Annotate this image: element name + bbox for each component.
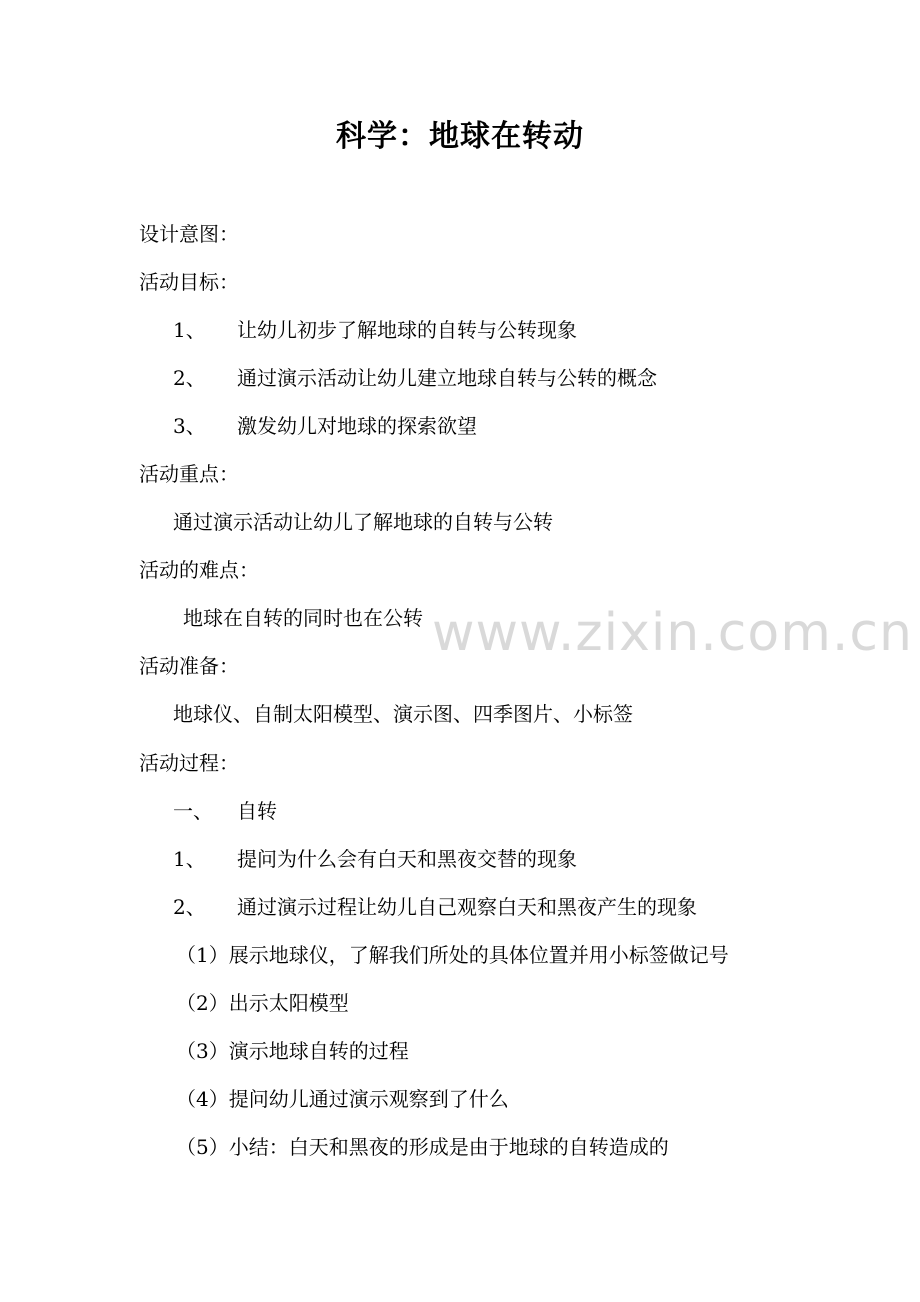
process-item bbox=[173, 844, 577, 874]
sub-item: （3）演示地球自转的过程 bbox=[176, 1039, 409, 1063]
section-heading-process: 活动过程： bbox=[139, 751, 239, 775]
watermark: www.zixin.com.cn bbox=[432, 603, 913, 663]
sub-item: （4）提问幼儿通过演示观察到了什么 bbox=[176, 1087, 509, 1111]
goal-item-text: 让幼儿初步了解地球的自转与公转现象 bbox=[237, 318, 577, 342]
process-part-text: 自转 bbox=[237, 799, 277, 823]
key-point-text: 通过演示活动让幼儿了解地球的自转与公转 bbox=[173, 510, 553, 534]
process-part-number: 一、 bbox=[173, 799, 213, 823]
process-item-text: 通过演示过程让幼儿自己观察白天和黑夜产生的现象 bbox=[237, 895, 697, 919]
sub-item: （2）出示太阳模型 bbox=[176, 991, 349, 1015]
goal-item bbox=[173, 363, 657, 393]
section-heading-key-point: 活动重点： bbox=[139, 462, 239, 486]
prep-text: 地球仪、自制太阳模型、演示图、四季图片、小标签 bbox=[173, 702, 633, 726]
process-item-text: 提问为什么会有白天和黑夜交替的现象 bbox=[237, 847, 577, 871]
goal-item bbox=[173, 411, 477, 441]
difficulty-text: 地球在自转的同时也在公转 bbox=[183, 606, 423, 630]
process-item bbox=[173, 892, 697, 922]
document-title: 科学：地球在转动 bbox=[336, 119, 584, 154]
goal-item bbox=[173, 315, 577, 345]
section-heading-intent: 设计意图： bbox=[139, 222, 239, 246]
section-heading-prep: 活动准备： bbox=[139, 654, 239, 678]
goal-item-number: 3、 bbox=[173, 414, 206, 438]
section-heading-goals: 活动目标： bbox=[139, 270, 239, 294]
goal-item-text: 激发幼儿对地球的探索欲望 bbox=[237, 414, 477, 438]
sub-item: （1）展示地球仪，了解我们所处的具体位置并用小标签做记号 bbox=[176, 943, 729, 967]
process-item-number: 1、 bbox=[173, 847, 206, 871]
process-part-heading bbox=[173, 796, 277, 826]
process-item-number: 2、 bbox=[173, 895, 206, 919]
goal-item-number: 2、 bbox=[173, 366, 206, 390]
goal-item-text: 通过演示活动让幼儿建立地球自转与公转的概念 bbox=[237, 366, 657, 390]
section-heading-difficulty: 活动的难点： bbox=[139, 558, 259, 582]
sub-item: （5）小结：白天和黑夜的形成是由于地球的自转造成的 bbox=[176, 1135, 669, 1159]
goal-item-number: 1、 bbox=[173, 318, 206, 342]
